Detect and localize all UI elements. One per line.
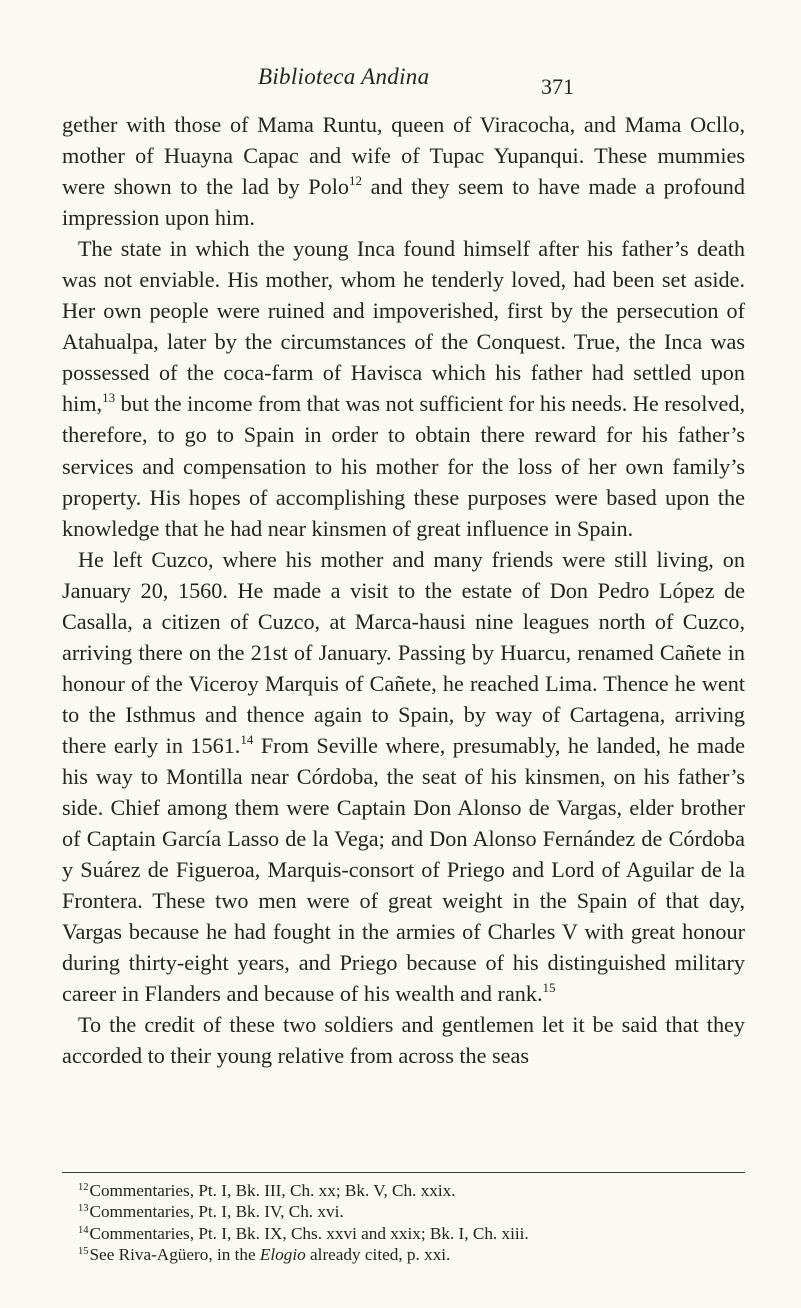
footnote-text: See Riva-Agüero, in the xyxy=(89,1244,260,1264)
footnote-text: Commentaries, Pt. I, Bk. IV, Ch. xvi. xyxy=(89,1202,344,1222)
footnote-number: 13 xyxy=(78,1203,89,1215)
footnote-ref: 14 xyxy=(240,731,254,747)
paragraph-text: and they seem to have made a profound impression upon him. xyxy=(62,174,745,231)
paragraph xyxy=(62,544,745,1010)
running-title: Biblioteca Andina xyxy=(258,64,430,89)
page-header xyxy=(0,64,801,98)
footnote-number: 14 xyxy=(78,1224,89,1236)
footnote xyxy=(78,1223,745,1244)
footnote-text: Commentaries, Pt. I, Bk. III, Ch. xx; Bk. V, Ch. xxix. xyxy=(89,1181,456,1200)
paragraph-text: The state in which the young Inca found himself after his father’s death was not enviable. His mother, whom he tenderly loved, had been set aside. Her own people were ruined and impoverished, first by the persecution of Atahualpa, later by the circumstances of the Conquest. True, the Inca was possessed of the coca-farm of Havisca which his father had settled upon him, xyxy=(62,236,745,417)
footnote xyxy=(78,1180,745,1201)
footnote-number: 12 xyxy=(78,1182,89,1193)
footnote xyxy=(78,1201,745,1222)
footnote-number: 15 xyxy=(78,1245,89,1257)
footnotes xyxy=(78,1180,745,1265)
paragraph-text: He left Cuzco, where his mother and many friends were still living, on January 20, 1560. He made a visit to the estate of Don Pedro López de Casalla, a citizen of Cuzco, at Marca-hausi nine leagues north of Cuzco, arriving there on the 21st of January. Passing by Huarcu, renamed Cañete in honour of the Viceroy Marquis of Cañete, he reached Lima. Thence he went to the Isthmus and thence again to Spain, by way of Cartagena, arriving there early in 1561. xyxy=(62,546,745,758)
paragraph xyxy=(62,109,745,233)
paragraph xyxy=(62,233,745,543)
footnote-ref: 15 xyxy=(542,980,556,996)
paragraph-text: gether with those of Mama Runtu, queen of Viracocha, and Mama Ocllo, mother of Huayna Capac and wife of Tupac Yupanqui. These mummies were shown to the lad by Polo xyxy=(62,112,745,200)
footnote-cited-title: Elogio xyxy=(259,1244,306,1264)
paragraph-text: To the credit of these two soldiers and gentlemen let it be said that they accorded to their young relative from across the seas xyxy=(62,1012,745,1069)
body-text xyxy=(62,109,745,1071)
paragraph xyxy=(62,1009,745,1071)
footnote-text: already cited, p. xxi. xyxy=(305,1244,451,1264)
footnote-divider xyxy=(62,1172,745,1173)
footnote xyxy=(78,1244,745,1265)
paragraph-text: but the income from that was not sufficient for his needs. He resolved, therefore, to go to Spain in order to obtain there reward for his father’s services and compensation to his mother for the loss of her own family’s property. His hopes of accomplishing these purposes were based upon the knowledge that he had near kinsmen of great influence in Spain. xyxy=(62,391,746,541)
page-number: 371 xyxy=(541,74,574,99)
paragraph-text: From Seville where, presumably, he landed, he made his way to Montilla near Córdoba, the seat of his kinsmen, on his father’s side. Chief among them were Captain Don Alonso de Vargas, elder brother of Captain García Lasso de la Vega; and Don Alonso Fernández de Córdoba y Suárez de Figueroa, Marquis-consort of Priego and Lord of Aguilar de la Frontera. These two men were of great weight in the Spain of that day, Vargas because he had fought in the armies of Charles V with great honour during thirty-eight years, and Priego because of his distinguished military career in Flanders and because of his wealth and rank. xyxy=(62,732,745,1007)
footnote-ref: 12 xyxy=(349,173,362,189)
footnote-text: Commentaries, Pt. I, Bk. IX, Chs. xxvi and xxix; Bk. I, Ch. xiii. xyxy=(89,1223,529,1243)
footnote-ref: 13 xyxy=(102,390,116,406)
